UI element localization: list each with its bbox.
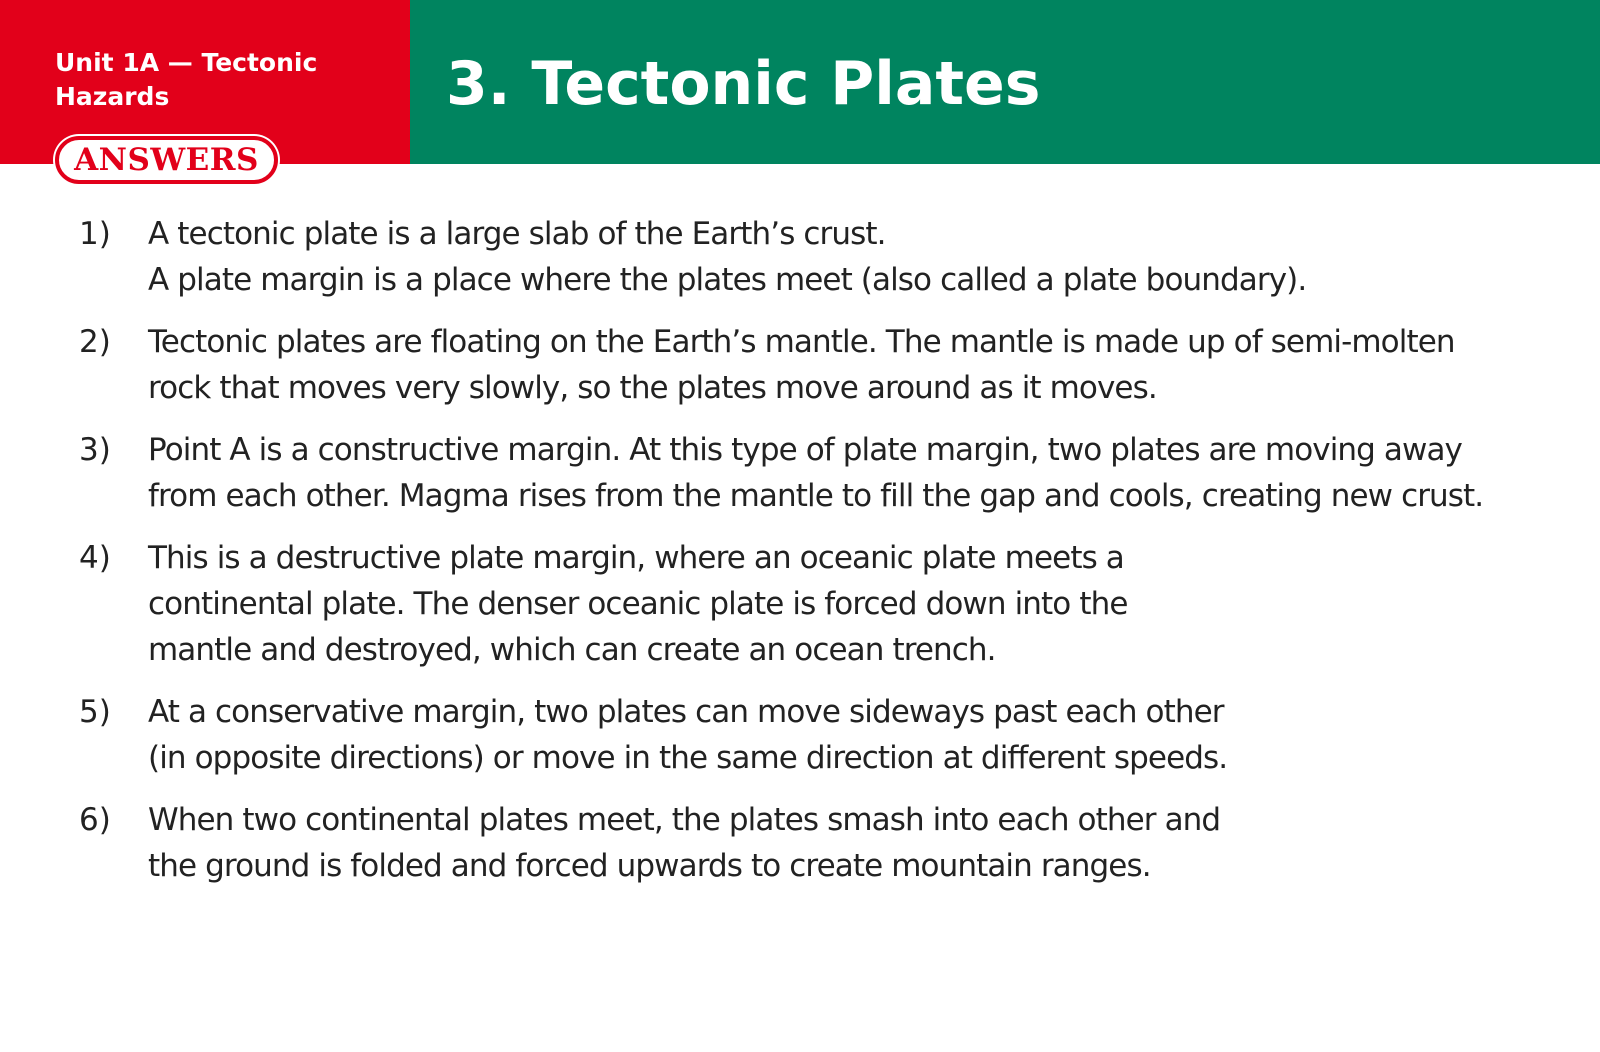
answer-text-line: rock that moves very slowly, so the plates move around as it moves. (148, 370, 1157, 406)
answer-item-6 (0, 797, 1600, 889)
answer-text-line: the ground is folded and forced upwards to create mountain ranges. (148, 848, 1151, 884)
answer-item-2 (0, 319, 1600, 411)
answer-item-3 (0, 427, 1600, 519)
answers-list (0, 211, 1600, 905)
answer-text-line: At a conservative margin, two plates can move sideways past each other (148, 694, 1224, 730)
page-header (0, 0, 1600, 178)
answer-text-line: When two continental plates meet, the plates smash into each other and (148, 802, 1221, 838)
page-title: 3. Tectonic Plates (446, 49, 1041, 119)
answer-text-line: continental plate. The denser oceanic plate is forced down into the (148, 586, 1128, 622)
unit-label: Unit 1A — Tectonic Hazards (55, 48, 318, 111)
answer-item-5 (0, 689, 1600, 781)
answer-text-line: mantle and destroyed, which can create an ocean trench. (148, 632, 996, 668)
answer-text-line: A tectonic plate is a large slab of the Earth’s crust. (148, 216, 886, 252)
answer-number: 1) (79, 216, 111, 252)
answer-number: 4) (79, 540, 111, 576)
answer-text-line: from each other. Magma rises from the mantle to fill the gap and cools, creating new crust. (148, 478, 1484, 514)
answer-text-line: Tectonic plates are floating on the Earth’s mantle. The mantle is made up of semi-molten (148, 324, 1455, 360)
answer-text-line: A plate margin is a place where the plates meet (also called a plate boundary). (148, 262, 1307, 298)
answer-item-1 (0, 211, 1600, 303)
answers-badge: ANSWERS (55, 136, 278, 184)
answer-number: 2) (79, 324, 111, 360)
answer-item-4 (0, 535, 1600, 673)
answer-text-line: Point A is a constructive margin. At this type of plate margin, two plates are moving away (148, 432, 1463, 468)
answer-number: 5) (79, 694, 111, 730)
answer-number: 6) (79, 802, 111, 838)
answer-number: 3) (79, 432, 111, 468)
answer-text-line: (in opposite directions) or move in the same direction at different speeds. (148, 740, 1228, 776)
answer-text-line: This is a destructive plate margin, where an oceanic plate meets a (148, 540, 1124, 576)
